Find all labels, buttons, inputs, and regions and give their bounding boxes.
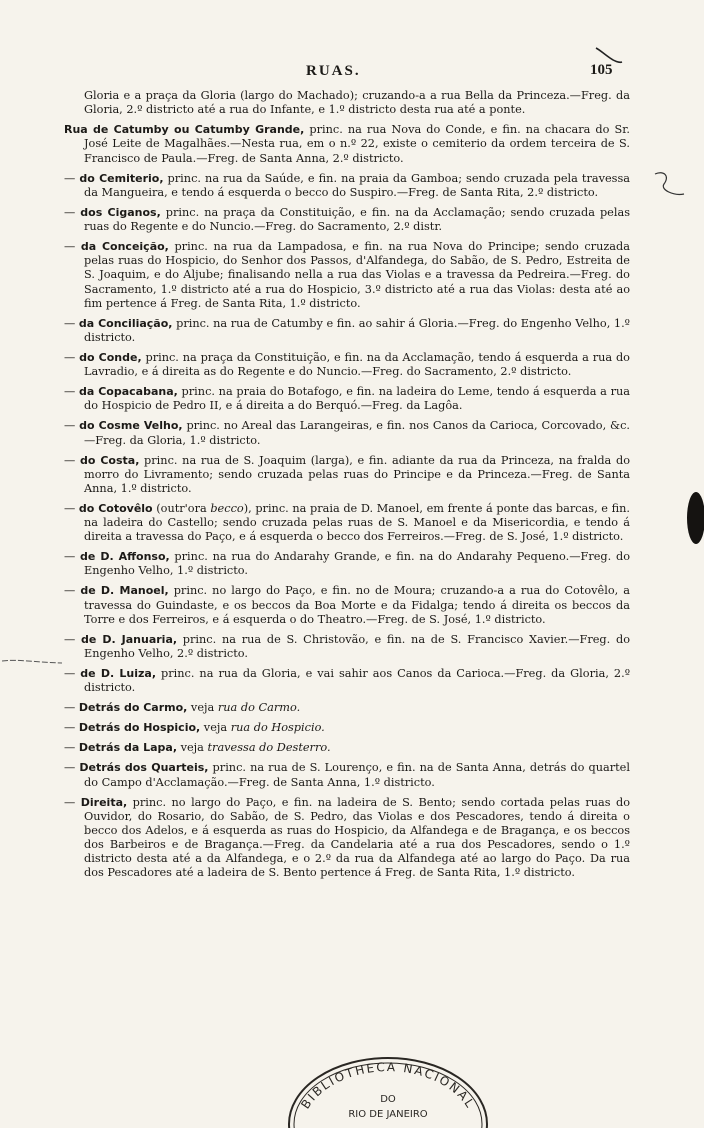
stamp-line-1: BIBLIOTHECA NACIONAL — [298, 1060, 478, 1112]
stamp-line-2: DO — [380, 1094, 396, 1105]
entry-description: princ. no Areal das Larangeiras, e fin. nos Canos da Carioca, Corcovado, &c.—Freg. da Gloria, 1.º districto. — [84, 419, 630, 447]
library-stamp-icon — [283, 1054, 493, 1128]
library-stamp — [283, 1054, 493, 1128]
entry-headword: do Cotovêlo — [78, 501, 153, 515]
entry-dash: — — [64, 667, 81, 681]
entry-dash: — — [64, 205, 81, 219]
entry-headword: da Conceição, — [80, 240, 169, 254]
entry-dash: — — [64, 453, 80, 467]
entry-dash: — — [64, 584, 81, 598]
entry-description: princ. na rua de S. Joaquim (larga), e fin. adiante da rua da Princeza, na fralda do morro do Livramento; sendo cruzada pelas ruas do Principe e da Princeza.—Freg. de Santa Anna, 1.º districto. — [84, 453, 630, 495]
entry-headword: de D. Manoel, — [80, 584, 169, 598]
entry-da-copacabana — [60, 385, 630, 413]
entry-direita — [60, 796, 630, 881]
entry-headword: Detrás dos Quarteis, — [79, 761, 209, 775]
entry-description: ), princ. na praia de D. Manoel, em frente á ponte das barcas, e fin. na ladeira do Castello; sendo cruzada pelas ruas de S. Manoel e da Misericordia, e tendo á direita a travessa do Paço, e á esquerda o becco dos Ferreiros.—Freg. de S. José, 1.º districto. — [84, 501, 631, 544]
entry-dos-ciganos — [60, 206, 630, 234]
pencil-mark-icon — [594, 44, 624, 68]
entry-do-costa — [60, 454, 630, 496]
margin-annotation-icon — [652, 168, 688, 206]
entry-dash: — — [64, 761, 80, 775]
entry-headword: de D. Affonso, — [80, 550, 170, 564]
entry-headword: do Costa, — [79, 453, 140, 467]
entry-headword: Detrás do Hospicio, — [78, 721, 201, 735]
entry-description: princ. na rua da Lampadosa, e fin. na rua Nova do Principe; sendo cruzada pelas ruas do Hospicio, do Senhor dos Passos, d'Alfandega, do Sabão, de S. Pedro, Estreita de S. Joaquim, e do Aljube; finalisando nella a rua das Violas e a travessa da Pedreira.—Freg. do Sacramento, 1.º districto até a rua do Hospicio, 3.º districto até a rua das Violas: desta até ao fim pertence á Freg. de Santa Rita, 1.º districto. — [84, 240, 630, 310]
entry-detras-do-carmo — [60, 701, 630, 715]
entry-headword: da Copacabana, — [79, 385, 178, 399]
entry-headword: do Cemiterio, — [79, 171, 164, 185]
entry-headword: Direita, — [80, 795, 128, 809]
entry-headword: do Cosme Velho, — [79, 419, 183, 433]
entry-dash: — — [64, 795, 81, 809]
entry-headword: de D. Januaria, — [81, 632, 178, 646]
street-directory-text — [60, 89, 630, 886]
entry-prefix: veja — [200, 721, 231, 735]
entry-detras-da-lapa — [60, 741, 630, 755]
entry-prefix: veja — [177, 741, 208, 755]
entry-dash: — — [64, 721, 79, 735]
page-header-title: RUAS. — [306, 63, 361, 79]
entry-cross-reference: travessa do Desterro. — [207, 741, 331, 755]
entry-description: princ. na praça da Constituição, e fin. na da Acclamação; sendo cruzada pelas ruas do Regente e do Nuncio.—Freg. do Sacramento, 2.º distr. — [84, 205, 631, 234]
entry-description: princ. na praça da Constituição, e fin. na da Acclamação, tendo á esquerda a rua do Lavradio, e á direita as do Regente e do Nuncio.—Freg. do Sacramento, 2.º districto. — [84, 350, 630, 379]
entry-description: princ. na rua de S. Lourenço, e fin. na de Santa Anna, detrás do quartel do Campo d'Acclamação.—Freg. de Santa Anna, 1.º districto. — [84, 761, 630, 789]
entry-de-d-affonso — [60, 550, 630, 578]
entry-italic-term: becco — [210, 501, 244, 515]
entry-dash: — — [64, 501, 79, 515]
entry-dash: — — [64, 419, 80, 433]
page-edge-blot-icon — [672, 488, 704, 548]
entry-description: princ. na rua de S. Christovão, e fin. na de S. Francisco Xavier.—Freg. do Engenho Velho, 2.º districto. — [84, 632, 631, 660]
stamp-line-3: RIO DE JANEIRO — [348, 1109, 428, 1120]
entry-description: princ. no largo do Paço, e fin. na ladeira de S. Bento; sendo cortada pelas ruas do Ouvidor, do Rosario, do Sabão, de S. Pedro, das Violas e dos Pescadores, tendo á direita o becco dos Adelos, e á esquerda as ruas do Hospicio, da Alfandega e de Bragança, e os beccos dos Barbeiros e de Bragança.—Freg. da Candelaria até a rua dos Pescadores, sendo o 1.º districto desta até a da Alfandega, e o 2.º da rua da Alfandega até ao largo do Paço. Da rua dos Pescadores até a ladeira de S. Bento pertence á Freg. de Santa Rita, 1.º districto. — [84, 795, 631, 880]
entry-description: princ. no largo do Paço, e fin. no de Moura; cruzando-a a rua do Cotovêlo, a travessa do Guindaste, e os beccos da Boa Morte e da Fidalga; tendo á direita os beccos da Torre e dos Ferreiros, e á esquerda o do Theatro.—Freg. de S. José, 1.º districto. — [84, 584, 630, 626]
continuation-paragraph: Gloria e a praça da Gloria (largo do Machado); cruzando-a a rua Bella da Princeza.—Freg. da Gloria, 2.º districto até a rua do Infante, e 1.º districto desta rua até a ponte. — [84, 89, 630, 117]
entry-dash: — — [64, 550, 81, 564]
entry-detras-dos-quarteis — [60, 761, 630, 789]
entry-de-d-luiza — [60, 667, 630, 695]
entry-headword: dos Ciganos, — [80, 205, 161, 219]
entry-cross-reference: rua do Hospicio. — [230, 721, 325, 735]
entry-do-conde — [60, 351, 630, 379]
entry-dash: — — [64, 171, 80, 185]
entry-description: princ. na rua da Saúde, e fin. na praia da Gamboa; sendo cruzada pela travessa da Mangueira, e tendo á esquerda o becco do Suspiro.—Freg. de Santa Rita, 2.º districto. — [84, 171, 630, 199]
entry-headword: Detrás da Lapa, — [78, 741, 177, 755]
entry-headword: Detrás do Carmo, — [78, 701, 188, 715]
entry-headword: de D. Luiza, — [80, 667, 157, 681]
entry-da-conceicao — [60, 240, 630, 311]
entry-do-cotovelo — [60, 502, 630, 544]
entry-dash: — — [64, 741, 79, 755]
entry-cross-reference: rua do Carmo. — [217, 701, 301, 715]
entry-prefix: veja — [187, 701, 218, 715]
entry-rua-de-catumby — [60, 123, 630, 165]
entry-description: princ. na rua de Catumby e fin. ao sahir á Gloria.—Freg. do Engenho Velho, 1.º districto. — [84, 316, 630, 344]
entry-dash: — — [64, 350, 80, 364]
entry-headword: do Conde, — [79, 350, 142, 364]
entry-do-cosme-velho — [60, 419, 630, 447]
entry-description: princ. na rua da Gloria, e vai sahir aos Canos da Carioca.—Freg. da Gloria, 2.º districto. — [84, 667, 631, 695]
entry-dash: — — [64, 632, 82, 646]
entry-headword: Rua de Catumby ou Catumby Grande, — [64, 123, 305, 137]
entry-dash: — — [64, 316, 79, 330]
entry-description: princ. na rua do Andarahy Grande, e fin. na do Andarahy Pequeno.—Freg. do Engenho Velho, 1.º districto. — [84, 550, 630, 578]
entry-prefix: (outr'ora — [152, 501, 211, 515]
entry-do-cemiterio — [60, 172, 630, 200]
entry-description: princ. na praia do Botafogo, e fin. na ladeira do Leme, tendo á esquerda a rua do Hospicio de Pedro II, e á direita a do Berquó.—Freg. da Lagôa. — [84, 385, 630, 413]
entry-dash: — — [64, 701, 79, 715]
entry-de-d-januaria — [60, 633, 630, 661]
entry-detras-do-hospicio — [60, 721, 630, 735]
entry-dash: — — [64, 240, 81, 254]
entry-headword: da Conciliação, — [78, 316, 173, 330]
margin-ink-stroke-icon — [2, 655, 64, 667]
page-number: 105 — [590, 62, 613, 78]
entry-dash: — — [64, 385, 79, 399]
entry-da-conciliacao — [60, 317, 630, 345]
entry-description: princ. na rua Nova do Conde, e fin. na chacara do Sr. José Leite de Magalhães.—Nesta rua, em o n.º 22, existe o cemiterio da ordem terceira de S. Francisco de Paula.—Freg. de Santa Anna, 2.º districto. — [84, 123, 631, 165]
entry-de-d-manoel — [60, 584, 630, 626]
